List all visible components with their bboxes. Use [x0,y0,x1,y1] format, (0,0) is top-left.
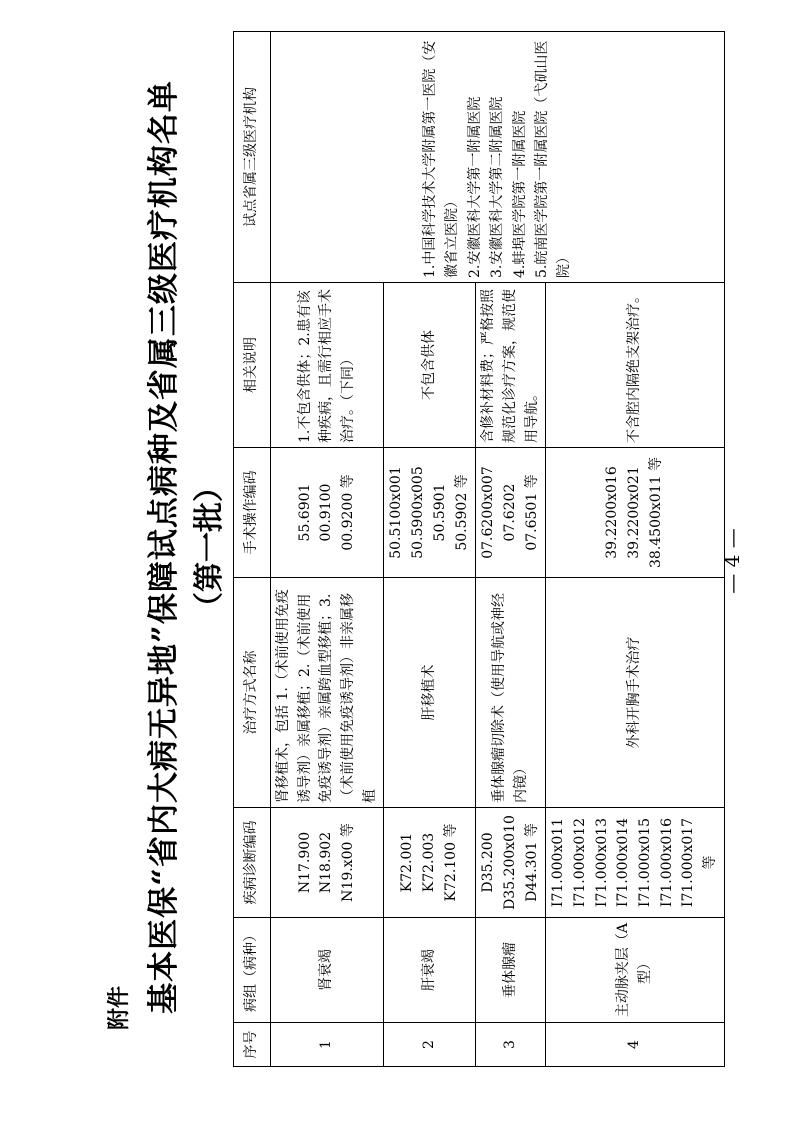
row-diag-codes [384,808,476,918]
row-op-codes [546,448,725,578]
diag-code: D44.301 等 [523,823,540,902]
row-notes: 含修补材料费；严格按照规范化诊疗方案，规范使用导航。 [476,283,546,448]
institution-item: 4.蚌埠医学院第一附属医院 [511,110,528,278]
row-op-codes [476,448,546,578]
op-code: 50.5900x005 [410,466,427,559]
page-number: — 4 — [720,528,744,594]
header-op-code: 手术操作编码 [234,448,271,578]
op-code: 00.9100 [318,483,335,542]
op-code: 38.4500x011 等 [647,457,664,568]
row-no: 1 [271,1023,384,1067]
row-op-codes [384,448,476,578]
diag-code: I71.000x017 等 [680,817,719,908]
pilot-disease-table [233,31,725,1067]
diag-code: I71.000x013 [593,817,610,908]
row-treatment: 垂体腺瘤切除术（使用导航或神经内镜） [476,578,546,808]
diag-code: N19.x00 等 [340,823,357,902]
op-code: 39.2200x021 [626,466,643,559]
row-treatment: 肾移植术，包括 1.（术前使用免疫诱导剂）亲属移植；2.（术前使用免疫诱导剂）亲属跨血型移植；3.（术前使用免疫诱导剂）非亲属移植 [271,578,384,808]
diag-code: K72.100 等 [442,823,459,902]
diag-code: D35.200x010 [501,815,518,910]
row-notes: 不包含供体 [384,283,476,448]
diag-code: N17.900 [296,831,313,894]
institution-item: 3.安徽医科大学第二附属医院 [489,96,506,278]
institution-item: 5.皖南医学院第一附属医院（弋矶山医院） [533,40,573,278]
op-code: 07.6202 [501,483,518,542]
diag-code: I71.000x016 [658,817,675,908]
header-treatment: 治疗方式名称 [234,578,271,808]
row-diag-codes [476,808,546,918]
institution-item: 2.安徽医科大学第一附属医院 [466,96,483,278]
op-code: 50.5901 [431,483,448,542]
diag-code: N18.902 [318,831,335,894]
document-subtitle: （第一批） [192,472,227,622]
row-diag-codes [546,808,725,918]
op-code: 50.5100x001 [388,466,405,559]
diag-code: K72.003 [420,832,437,893]
op-code: 07.6501 等 [523,474,540,551]
diag-code: D35.200 [480,832,497,893]
document-title: 基本医保“省内大病无异地”保障试点病种及省属三级医疗机构名单 [146,80,182,1014]
row-treatment: 肝移植术 [384,578,476,808]
diag-code: I71.000x011 [550,817,567,908]
row-no: 4 [546,1023,725,1067]
row-diag-codes [271,808,384,918]
row-no: 2 [384,1023,476,1067]
attachment-label: 附件 [107,985,132,1030]
institutions-cell [271,32,725,283]
header-diag-code: 疾病诊断编码 [234,808,271,918]
row-group: 主动脉夹层（A 型） [546,918,725,1023]
row-notes: 1.不包含供体；2.患有该种疾病，且需行相应手术治疗。（下同） [271,283,384,448]
row-group: 肝衰竭 [384,918,476,1023]
row-notes: 不含腔内隔绝支架治疗。 [546,283,725,448]
table-row [271,32,384,1067]
header-no: 序号 [234,1023,271,1067]
diag-code: I71.000x015 [637,817,653,908]
diag-code: K72.001 [399,832,416,893]
row-group: 肾衰竭 [271,918,384,1023]
row-no: 3 [476,1023,546,1067]
op-code: 00.9200 等 [340,474,357,551]
diag-code: I71.000x014 [615,817,632,908]
op-code: 07.6200x007 [480,466,497,559]
institution-item: 1.中国科学技术大学附属第一医院（安徽省立医院） [422,40,461,278]
op-code: 55.6901 [296,483,313,542]
header-institutions: 试点省属三级医疗机构 [234,32,271,283]
diag-code: I71.000x012 [571,817,588,908]
row-group: 垂体腺瘤 [476,918,546,1023]
op-code: 39.2200x016 [604,466,621,559]
row-treatment: 外科开胸手术治疗 [546,578,725,808]
header-group: 病组（病种） [234,918,271,1023]
table-header-row [234,32,271,1067]
op-code: 50.5902 等 [453,474,470,551]
row-op-codes [271,448,384,578]
header-notes: 相关说明 [234,283,271,448]
